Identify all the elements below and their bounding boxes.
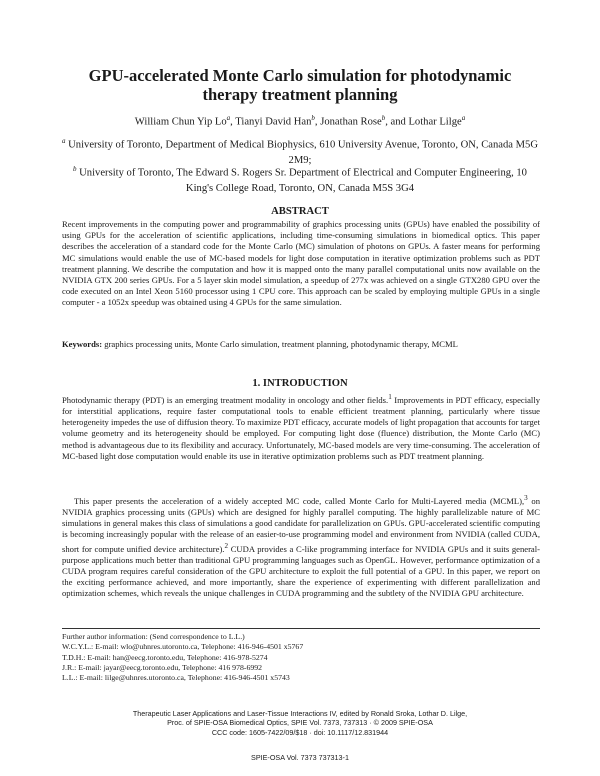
introduction-heading: 1. INTRODUCTION — [252, 378, 348, 389]
author-3: Jonathan Rose — [320, 116, 382, 128]
abstract-heading: ABSTRACT — [271, 206, 329, 217]
citation-2: 2 — [224, 541, 229, 550]
keywords-label: Keywords: — [62, 339, 103, 349]
affiliation-b: $^b$ University of Toronto, The Edward S. Rogers Sr. Department of Electrical and Computer Engineering, 10 King's College Road, Toronto, ON, Canada M5S 3G4 — [73, 165, 527, 195]
author-2: Tianyi David Han — [235, 116, 312, 128]
footer-line-3: CCC code: 1605-7422/09/$18 · doi: 10.1117/12.831944 — [211, 727, 389, 737]
paper-title — [40, 66, 560, 104]
citation-1: 1 — [388, 393, 392, 401]
title-line-2: therapy treatment planning — [202, 85, 398, 104]
author-footnote — [62, 628, 540, 683]
title-line-1: GPU-accelerated Monte Carlo simulation for photodynamic — [88, 66, 512, 85]
footnote-header: Further author information: (Send correspondence to L.L.) — [62, 632, 245, 641]
intro-paragraph-2: This paper presents the acceleration of a widely accepted MC code, called Monte Carlo for Multi-Layered media (MCML),$^3$ on NVIDIA graphics processing units (GPUs) which are designed for highly parallel computing. The highly parallelizable nature of MC simulations in general makes this class of simulations a good candidate for parallelization on GPUs. GPU-accelerated scientific computing is becoming increasingly popular with the release of an easier-to-use programming model and environment from NVIDIA (called CUDA, short for compute unified device architecture).$^2$ CUDA provides a C-like programming interface for NVIDIA GPUs and it suits general-purpose applications much better than traditional GPU programming languages such as OpenGL. However, performance optimization of a CUDA program requires careful consideration of the GPU architecture to exploit the full potential of a GPU. In this paper, we report on the exciting performance achieved, and more importantly, share the experience of experimenting with different parallelization and optimization schemes, which reveals the unique challenges in CUDA programming and the subtlety of the NVIDIA GPU architecture. — [62, 494, 540, 599]
citation-3: 3 — [524, 494, 528, 502]
keywords — [62, 339, 540, 350]
affiliation-a: $^a$ University of Toronto, Department of Medical Biophysics, 610 University Avenue, Toronto, ON, Canada M5G 2M9; — [61, 137, 539, 167]
author-1: William Chun Yip Lo — [134, 116, 227, 128]
footnote-line: W.C.Y.L.: E-mail: wlo@uhnres.utoronto.ca, Telephone: 416-946-4501 x5767 — [62, 642, 304, 652]
footnote-line: T.D.H.: E-mail: han@eecg.toronto.edu, Telephone: 416-978-5274 — [62, 652, 268, 662]
page-number: SPIE-OSA Vol. 7373 737313-1 — [251, 753, 349, 762]
proceedings-footer — [40, 709, 560, 737]
footer-line-1: Therapeutic Laser Applications and Laser-Tissue Interactions IV, edited by Ronald Sroka, Lothar D. Lilge, — [132, 709, 468, 718]
author-4: Lothar Lilge — [408, 116, 462, 128]
author-list: William Chun Yip Lo$^a$, Tianyi David Han$^b$, Jonathan Rose$^b$, and Lothar Lilge$^a$ — [134, 114, 466, 128]
footnote-line: L.L.: E-mail: lilge@uhnres.utoronto.ca, Telephone: 416-946-4501 x5743 — [62, 673, 290, 683]
intro-paragraph-1: Photodynamic therapy (PDT) is an emerging treatment modality in oncology and other fields.$^1$ Improvements in PDT efficacy, especially for interstitial applications, require faster computational tools to enable efficient treatment planning, particularly where tissue heterogeneity impedes the use of diffusion theory. To maximize PDT efficacy, accurate models of light propagation that accounts for target volume geometry and its heterogeneity should be employed. For computing light dose (fluence) distribution, the Monte Carlo (MC) method is advantageous due to its flexibility and accuracy. Unfortunately, MC-based models are very time-consuming. The acceleration of MC-based light dose computation would enable its use in iterative optimization problems such as PDT treatment planning. — [62, 393, 540, 461]
abstract-text: Recent improvements in the computing power and programmability of graphics processing units (GPUs) have enabled the possibility of using GPUs for the acceleration of scientific applications, including time-consuming simulations in biomedical optics. This paper describes the acceleration of a standard code for the Monte Carlo (MC) simulation of photons on GPUs. A faster means for performing MC simulations would enable the use of MC-based models for light dose computation in iterative optimization problems such as PDT treatment planning. We describe the computation and how it is mapped onto the many parallel computational units now available on the NVIDIA GTX 200 series GPUs. For a 5 layer skin model simulation, a speedup of 277x was achieved on a single GTX280 GPU over the code executed on an Intel Xeon 5160 processor using 1 CPU core. This approach can be scaled by employing multiple GPUs in a single computer - a 1052x speedup was obtained using 4 GPUs for the same simulation. — [62, 219, 540, 308]
footnote-line: J.R.: E-mail: jayar@eecg.toronto.edu, Telephone: 416 978-6992 — [62, 662, 263, 672]
keywords-text: graphics processing units, Monte Carlo simulation, treatment planning, photodynamic therapy, MCML — [104, 339, 458, 349]
footer-line-2: Proc. of SPIE-OSA Biomedical Optics, SPIE Vol. 7373, 737313 · © 2009 SPIE-OSA — [167, 718, 433, 728]
